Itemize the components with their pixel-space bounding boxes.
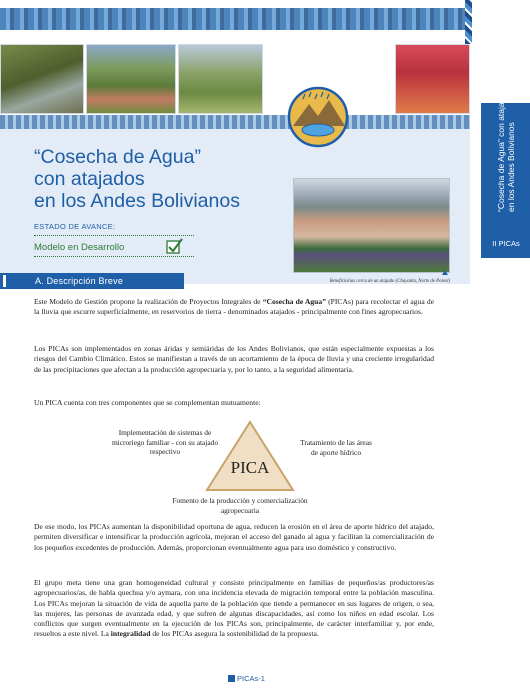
diagram-component-left: Implementación de sistemas de microriego familiar - con su atajado respectivo bbox=[111, 428, 219, 456]
diagram-component-bottom: Fomento de la producción y comercialización agropecuaria bbox=[172, 496, 308, 515]
paragraph-intro bbox=[34, 297, 434, 318]
photo-reservoir-atajado bbox=[86, 44, 176, 114]
paragraph-context: Los PICAs son implementados en zonas áridas y semiáridas de los Andes Bolivianos, que están especialmente expuestas a los riesgos del Cambio Climático. Estos se manifiestan a través de un acortamiento de la época de lluvia y una creciente irregularidad de las precipitaciones que afectan a la producción agropecuaria y, por lo tanto, a la seguridad alimentaria. bbox=[34, 344, 434, 374]
status-divider-top bbox=[34, 235, 194, 236]
photo-textiles bbox=[395, 44, 470, 114]
title-line-2: con atajados bbox=[34, 168, 145, 190]
top-decorative-strip bbox=[0, 8, 470, 30]
paragraph-components: Un PICA cuenta con tres componentes que se complementan mutuamente: bbox=[34, 398, 261, 407]
paragraph-intro-text-2: (PICAs) para recolectar el agua de la lluvia que escurre superficialmente, en reservorios de tierra - denominados atajados - principalmente con fines agropecuarios. bbox=[34, 297, 434, 317]
sidebar-tag: II PICAs bbox=[492, 239, 520, 248]
page-title bbox=[34, 146, 294, 212]
diagram-center-label: PICA bbox=[230, 458, 270, 477]
caption-marker-icon bbox=[442, 270, 448, 275]
pica-triangle bbox=[205, 420, 295, 492]
section-title: A. Descripción Breve bbox=[35, 276, 124, 286]
status-divider-bottom bbox=[34, 256, 194, 257]
sidebar-title-line-2: en los Andes Bolivianos bbox=[506, 122, 516, 212]
decorative-strip bbox=[0, 115, 470, 129]
paragraph-intro-text-1: Este Modelo de Gestión propone la realización de Proyectos Integrales de bbox=[34, 297, 263, 306]
page-number: PICAs-1 bbox=[237, 674, 265, 683]
sidebar-title-line-1: “Cosecha de Agua” con atajados bbox=[496, 88, 506, 212]
section-accent bbox=[3, 275, 6, 287]
paragraph-intro-bold: “Cosecha de Agua” bbox=[262, 297, 326, 306]
title-line-1: “Cosecha de Agua” bbox=[34, 146, 201, 168]
paragraph-target-text-2: de los PICAs asegura la sostenibilidad de la propuesta. bbox=[150, 629, 319, 639]
title-line-3: en los Andes Bolivianos bbox=[34, 190, 240, 212]
paragraph-target-bold: integralidad bbox=[110, 629, 151, 639]
paragraph-benefits: De ese modo, los PICAs aumentan la disponibilidad oportuna de agua, reducen la erosión en el área de aporte hídrico del atajado, permiten diversificar e intensificar la producción agrícola, mejoran el acceso del ganado al agua y facilitan la comercialización de los pequeños excedentes de producción. Además, proporcionan eventualmente agua para uso doméstico y constructivo. bbox=[34, 522, 434, 552]
check-icon bbox=[166, 238, 183, 255]
photo-terraced-fields bbox=[178, 44, 263, 114]
paragraph-target-text-1: El grupo meta tiene una gran homogeneidad cultural y consiste principalmente en familias de pequeños/as productores/as agropecuarios/as, de habla quechua y/o aymara, con una incidencia elevada de migración temporal entre la población masculina. Los PICAs mejoran la situación de vida de aquella parte de la población que tiende a permanecer en sus lugares de origen, o sea, las mujeres, las personas de avanzada edad, y que sufren de algunas discapacidades, así como los niños en edad escolar. Los conflictos que surgen eventualmente en la ejecución de los PICAs son, principalmente, de carácter interfamiliar y, por ende, resueltos a este nivel. La bbox=[34, 578, 434, 639]
paragraph-target-group bbox=[34, 578, 434, 640]
diagram-component-right: Tratamiento de las áreas de aporte hídrico bbox=[300, 438, 372, 457]
status-value: Modelo en Desarrollo bbox=[34, 242, 125, 253]
photo-canal-worker bbox=[0, 44, 84, 114]
footer-marker-icon bbox=[228, 675, 235, 682]
status-label: ESTADO DE AVANCE: bbox=[34, 222, 116, 231]
photo-caption: Beneficiarias cerca de un atajado (Chayanta, Norte de Potosí) bbox=[329, 279, 450, 284]
pica-diagram bbox=[110, 420, 410, 525]
photo-beneficiaries-atajado bbox=[293, 178, 450, 273]
sidebar-vertical-title bbox=[486, 88, 526, 212]
atajado-illustration-icon bbox=[287, 86, 349, 148]
